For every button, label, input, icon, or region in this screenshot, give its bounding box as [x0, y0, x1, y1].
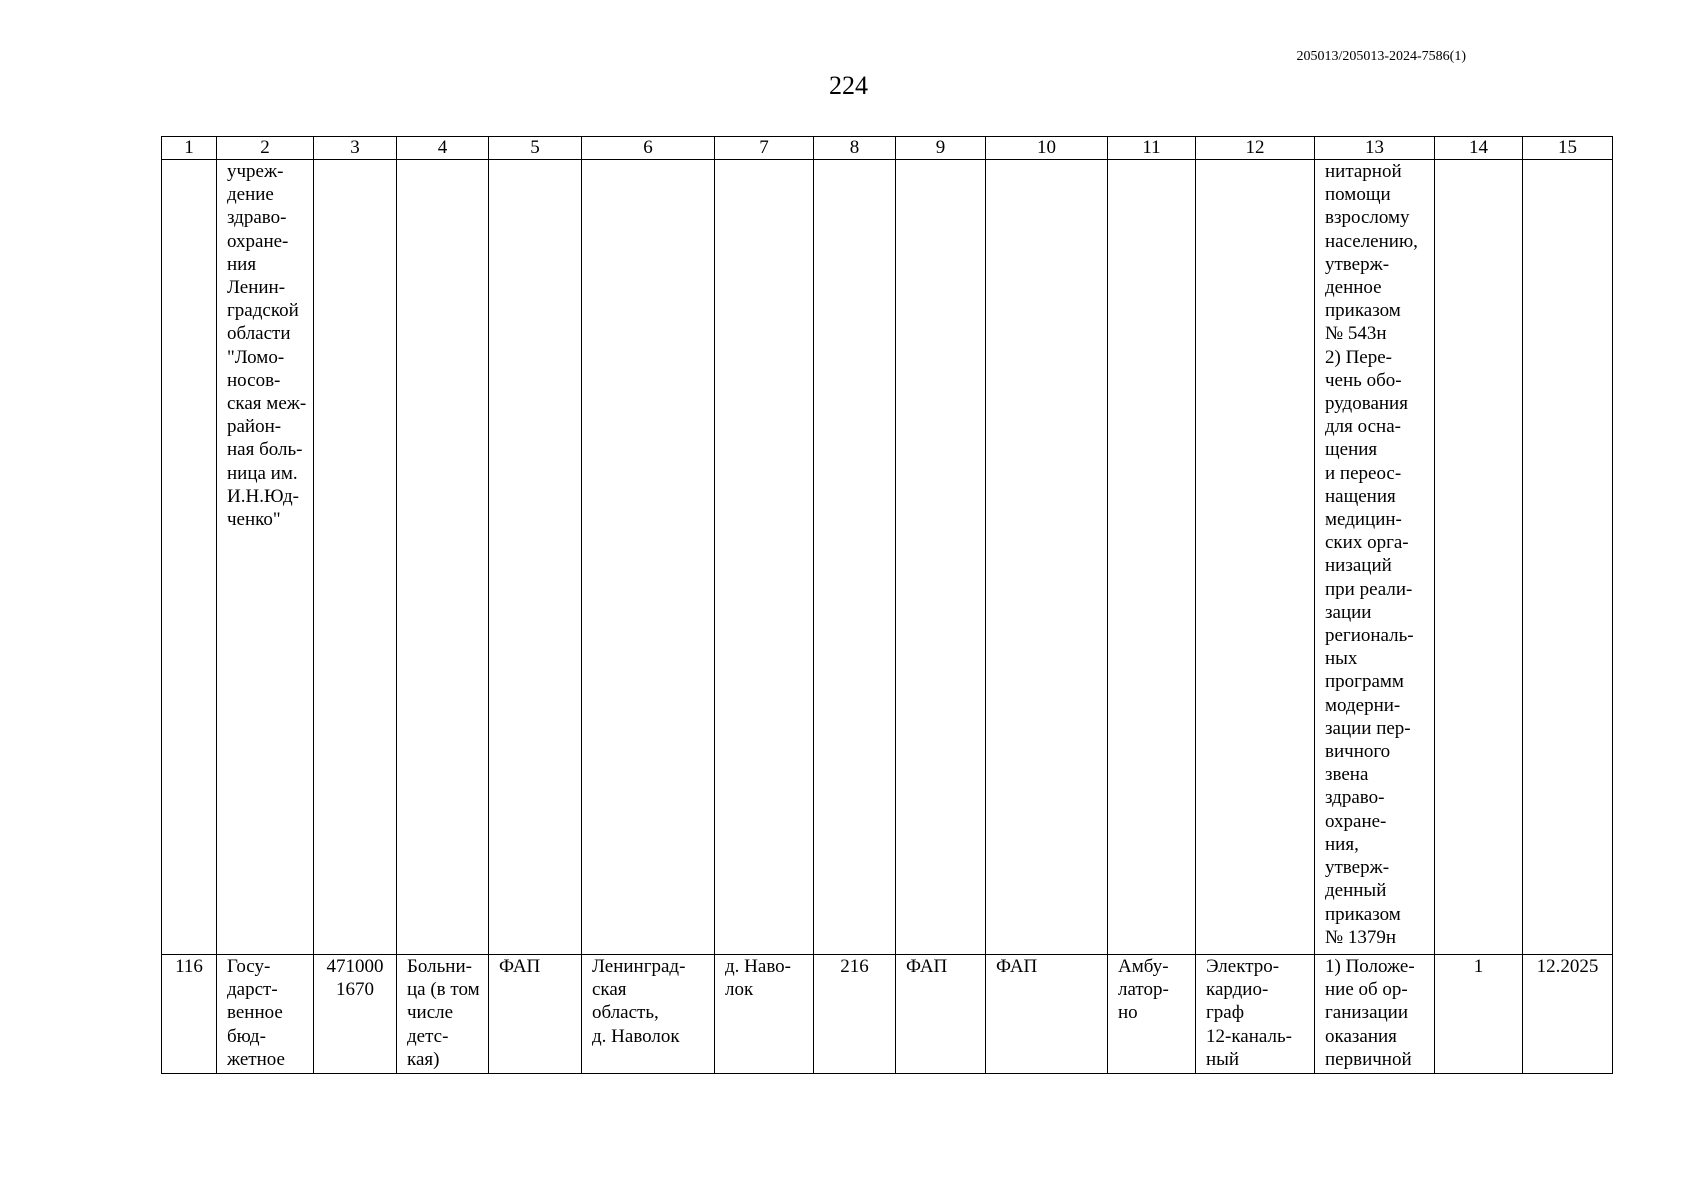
column-header: 2 — [217, 137, 314, 160]
data-table — [161, 136, 1613, 1074]
column-header: 5 — [489, 137, 582, 160]
table-cell: 471000 1670 — [314, 955, 397, 1074]
table-cell — [397, 160, 489, 955]
table-cell — [715, 160, 814, 955]
table-row-116 — [162, 955, 1613, 1074]
column-header: 12 — [1196, 137, 1315, 160]
column-header: 1 — [162, 137, 217, 160]
column-number-header-row — [162, 137, 1613, 160]
table-cell: 216 — [814, 955, 896, 1074]
column-header: 13 — [1315, 137, 1435, 160]
column-header: 8 — [814, 137, 896, 160]
table-cell: Больни- ца (в том числе детс- кая) — [397, 955, 489, 1074]
column-header: 4 — [397, 137, 489, 160]
table-cell: 116 — [162, 955, 217, 1074]
column-header: 11 — [1108, 137, 1196, 160]
table-cell: ФАП — [896, 955, 986, 1074]
column-header: 10 — [986, 137, 1108, 160]
column-header: 15 — [1523, 137, 1613, 160]
table-cell — [1108, 160, 1196, 955]
table-cell: Амбу- латор- но — [1108, 955, 1196, 1074]
column-header: 9 — [896, 137, 986, 160]
table-cell: ФАП — [986, 955, 1108, 1074]
table-cell — [1196, 160, 1315, 955]
document-number: 205013/205013-2024-7586(1) — [1296, 49, 1466, 64]
table-cell — [896, 160, 986, 955]
table-cell: нитарной помощи взрослому населению, утверж- денное приказом № 543н 2) Пере- чень обо- рудования для осна- щения и переос- нащения медицин- ских орга- низаций при реали- зации региональ- ных программ модерни- зации пер- вичного звена здраво- охране- ния, утверж- денный приказом № 1379н — [1315, 160, 1435, 955]
table-cell: учреж- дение здраво- охране- ния Ленин- градской области "Ломо- носов- ская меж- район- ная боль- ница им. И.Н.Юд- ченко" — [217, 160, 314, 955]
table-cell: ФАП — [489, 955, 582, 1074]
table-cell: Ленинград- ская область, д. Наволок — [582, 955, 715, 1074]
column-header: 7 — [715, 137, 814, 160]
column-header: 14 — [1435, 137, 1523, 160]
table-cell: 12.2025 — [1523, 955, 1613, 1074]
table-cell: 1) Положе- ние об ор- ганизации оказания первичной — [1315, 955, 1435, 1074]
table-cell — [162, 160, 217, 955]
table-cell — [489, 160, 582, 955]
table-row-continued — [162, 160, 1613, 955]
table-cell — [314, 160, 397, 955]
table-cell — [582, 160, 715, 955]
column-header: 6 — [582, 137, 715, 160]
table-cell — [986, 160, 1108, 955]
table-cell: Электро- кардио- граф 12-каналь- ный — [1196, 955, 1315, 1074]
page-number: 224 — [829, 71, 868, 100]
table-cell: Госу- дарст- венное бюд- жетное — [217, 955, 314, 1074]
table-cell — [814, 160, 896, 955]
column-header: 3 — [314, 137, 397, 160]
table-cell: 1 — [1435, 955, 1523, 1074]
table-cell — [1523, 160, 1613, 955]
table-cell: д. Наво- лок — [715, 955, 814, 1074]
table-cell — [1435, 160, 1523, 955]
